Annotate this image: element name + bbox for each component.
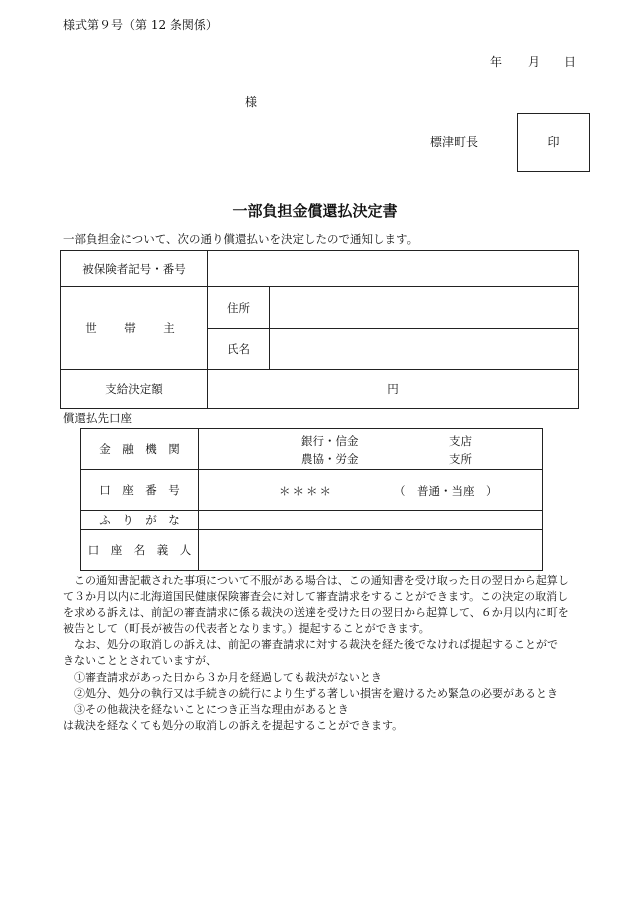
bank-label: 金 融 機 関 (81, 429, 199, 470)
name-label: 氏名 (208, 329, 270, 370)
insured-number-label: 被保険者記号・番号 (61, 251, 208, 287)
amount-row (61, 370, 579, 409)
bank-type-line1: 銀行・信金 (301, 434, 359, 448)
notice-line: 被告として（町長が被告の代表者となります。）提起することができます。 (63, 622, 430, 636)
notice-closing: は裁決を経なくても処分の取消しの訴えを提起することができます。 (63, 718, 404, 732)
name-field[interactable] (270, 329, 579, 370)
notice-item-3: ③その他裁決を経ないことにつき正当な理由があるとき (74, 702, 349, 716)
account-number-field[interactable] (199, 470, 543, 511)
date-month-label: 月 (528, 55, 541, 69)
account-number-label: 口 座 番 号 (81, 470, 199, 511)
account-number-row (81, 470, 543, 511)
bank-branch-line2: 支所 (449, 452, 472, 466)
bank-field[interactable] (199, 429, 543, 470)
bank-type-line2: 農協・労金 (301, 452, 359, 466)
amount-label: 支給決定額 (61, 370, 208, 409)
bank-row (81, 429, 543, 470)
address-field[interactable] (270, 287, 579, 329)
account-table (80, 428, 543, 571)
appeal-notice (63, 573, 583, 734)
main-info-table (60, 250, 579, 409)
seal-label: 印 (547, 135, 560, 149)
account-holder-row (81, 530, 543, 571)
bank-branch-line1: 支店 (449, 434, 472, 448)
amount-field[interactable] (208, 370, 579, 409)
notice-line: て３か月以内に北海道国民健康保険審査会に対して審査請求をすることができます。この決定の取消し (63, 590, 569, 604)
notice-line: この通知書記載された事項について不服がある場合は、この通知書を受け取った日の翌日から起算し (63, 574, 569, 587)
insured-number-row (61, 251, 579, 287)
account-section-label: 償還払先口座 (63, 411, 132, 425)
document-title: 一部負担金償還払決定書 (232, 202, 398, 220)
account-holder-field[interactable] (199, 530, 543, 571)
account-number-value: ＊＊＊＊ (279, 484, 333, 498)
address-label: 住所 (208, 287, 270, 329)
insured-number-field[interactable] (208, 251, 579, 287)
addressee-suffix: 様 (245, 95, 258, 109)
furigana-label: ふ り が な (81, 511, 199, 530)
account-holder-label: 口 座 名 義 人 (81, 530, 199, 571)
notice-line: なお、処分の取消しの訴えは、前記の審査請求に対する裁決を経た後でなければ提起することがで (63, 638, 558, 652)
notice-item-1: ①審査請求があった日から３か月を経過しても裁決がないとき (74, 670, 382, 684)
form-number-label: 様式第９号（第 12 条関係） (63, 18, 218, 32)
date-year-label: 年 (490, 55, 503, 69)
furigana-row (81, 511, 543, 530)
intro-text: 一部負担金について、次の通り償還払いを決定したので通知します。 (63, 232, 419, 246)
address-row (61, 287, 579, 329)
notice-line: を求める訴えは、前記の審査請求に係る裁決の送達を受けた日の翌日から起算して、６か月以内に町を (63, 606, 569, 620)
notice-line: きないこととされていますが、 (63, 654, 217, 668)
account-type-options: （ 普通・当座 ） (394, 484, 498, 498)
furigana-field[interactable] (199, 511, 543, 530)
date-day-label: 日 (564, 55, 577, 69)
issuer-name: 標津町長 (430, 135, 479, 149)
householder-label: 世 帯 主 (61, 287, 208, 370)
amount-unit: 円 (387, 382, 399, 396)
notice-item-2: ②処分、処分の執行又は手続きの続行により生ずる著しい損害を避けるため緊急の必要があるとき (74, 686, 558, 700)
seal-box (517, 113, 590, 172)
